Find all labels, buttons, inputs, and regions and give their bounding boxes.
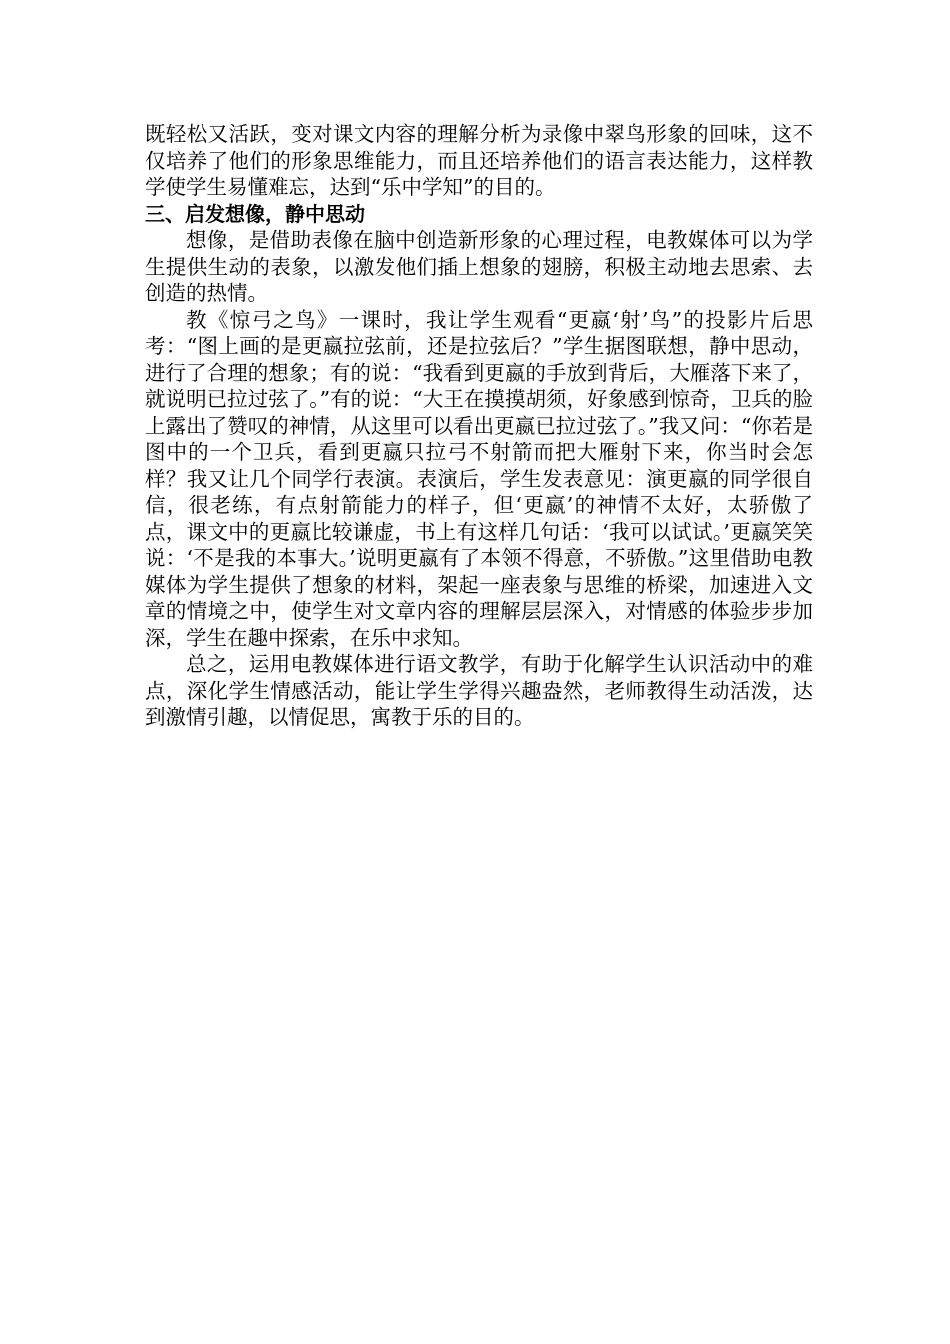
section-heading-3: 三、启发想像，静中思动	[145, 201, 365, 226]
document-page	[145, 121, 813, 731]
paragraph-conclusion: 总之，运用电教媒体进行语文教学，有助于化解学生认识活动中的难点，深化学生情感活动，能让学生学得兴趣盎然，老师教得生动活泼，达到激情引趣，以情促思，寓教于乐的目的。	[145, 652, 813, 729]
paragraph-lesson-example: 教《惊弓之鸟》一课时，我让学生观看“更嬴‘射’鸟”的投影片后思考：“图上画的是更嬴拉弦前，还是拉弦后？”学生据图联想，静中思动，进行了合理的想象；有的说：“我看到更嬴的手放到背后，大雁落下来了，就说明已拉过弦了。”有的说：“大王在摸摸胡须，好象感到惊奇，卫兵的脸上露出了赞叹的神情，从这里可以看出更嬴已拉过弦了。”我又问：“你若是图中的一个卫兵，看到更嬴只拉弓不射箭而把大雁射下来，你当时会怎样？我又让几个同学行表演。表演后，学生发表意见：演更嬴的同学很自信，很老练，有点射箭能力的样子，但‘更嬴’的神情不太好，太骄傲了点，课文中的更嬴比较谦虚，书上有这样几句话：‘我可以试试。’更嬴笑笑说：‘不是我的本事大。’说明更嬴有了本领不得意，不骄傲。”这里借助电教媒体为学生提供了想象的材料，架起一座表象与思维的桥梁，加速进入文章的情境之中，使学生对文章内容的理解层层深入，对情感的体验步步加深，学生在趣中探索，在乐中求知。	[145, 307, 813, 650]
paragraph-imagination-intro: 想像，是借助表像在脑中创造新形象的心理过程，电教媒体可以为学生提供生动的表象，以激发他们插上想象的翅膀，积极主动地去思索、去创造的热情。	[145, 228, 813, 305]
paragraph-continuation: 既轻松又活跃，变对课文内容的理解分析为录像中翠鸟形象的回味，这不仅培养了他们的形象思维能力，而且还培养他们的语言表达能力，这样教学使学生易懂难忘，达到“乐中学知”的目的。	[145, 122, 813, 199]
